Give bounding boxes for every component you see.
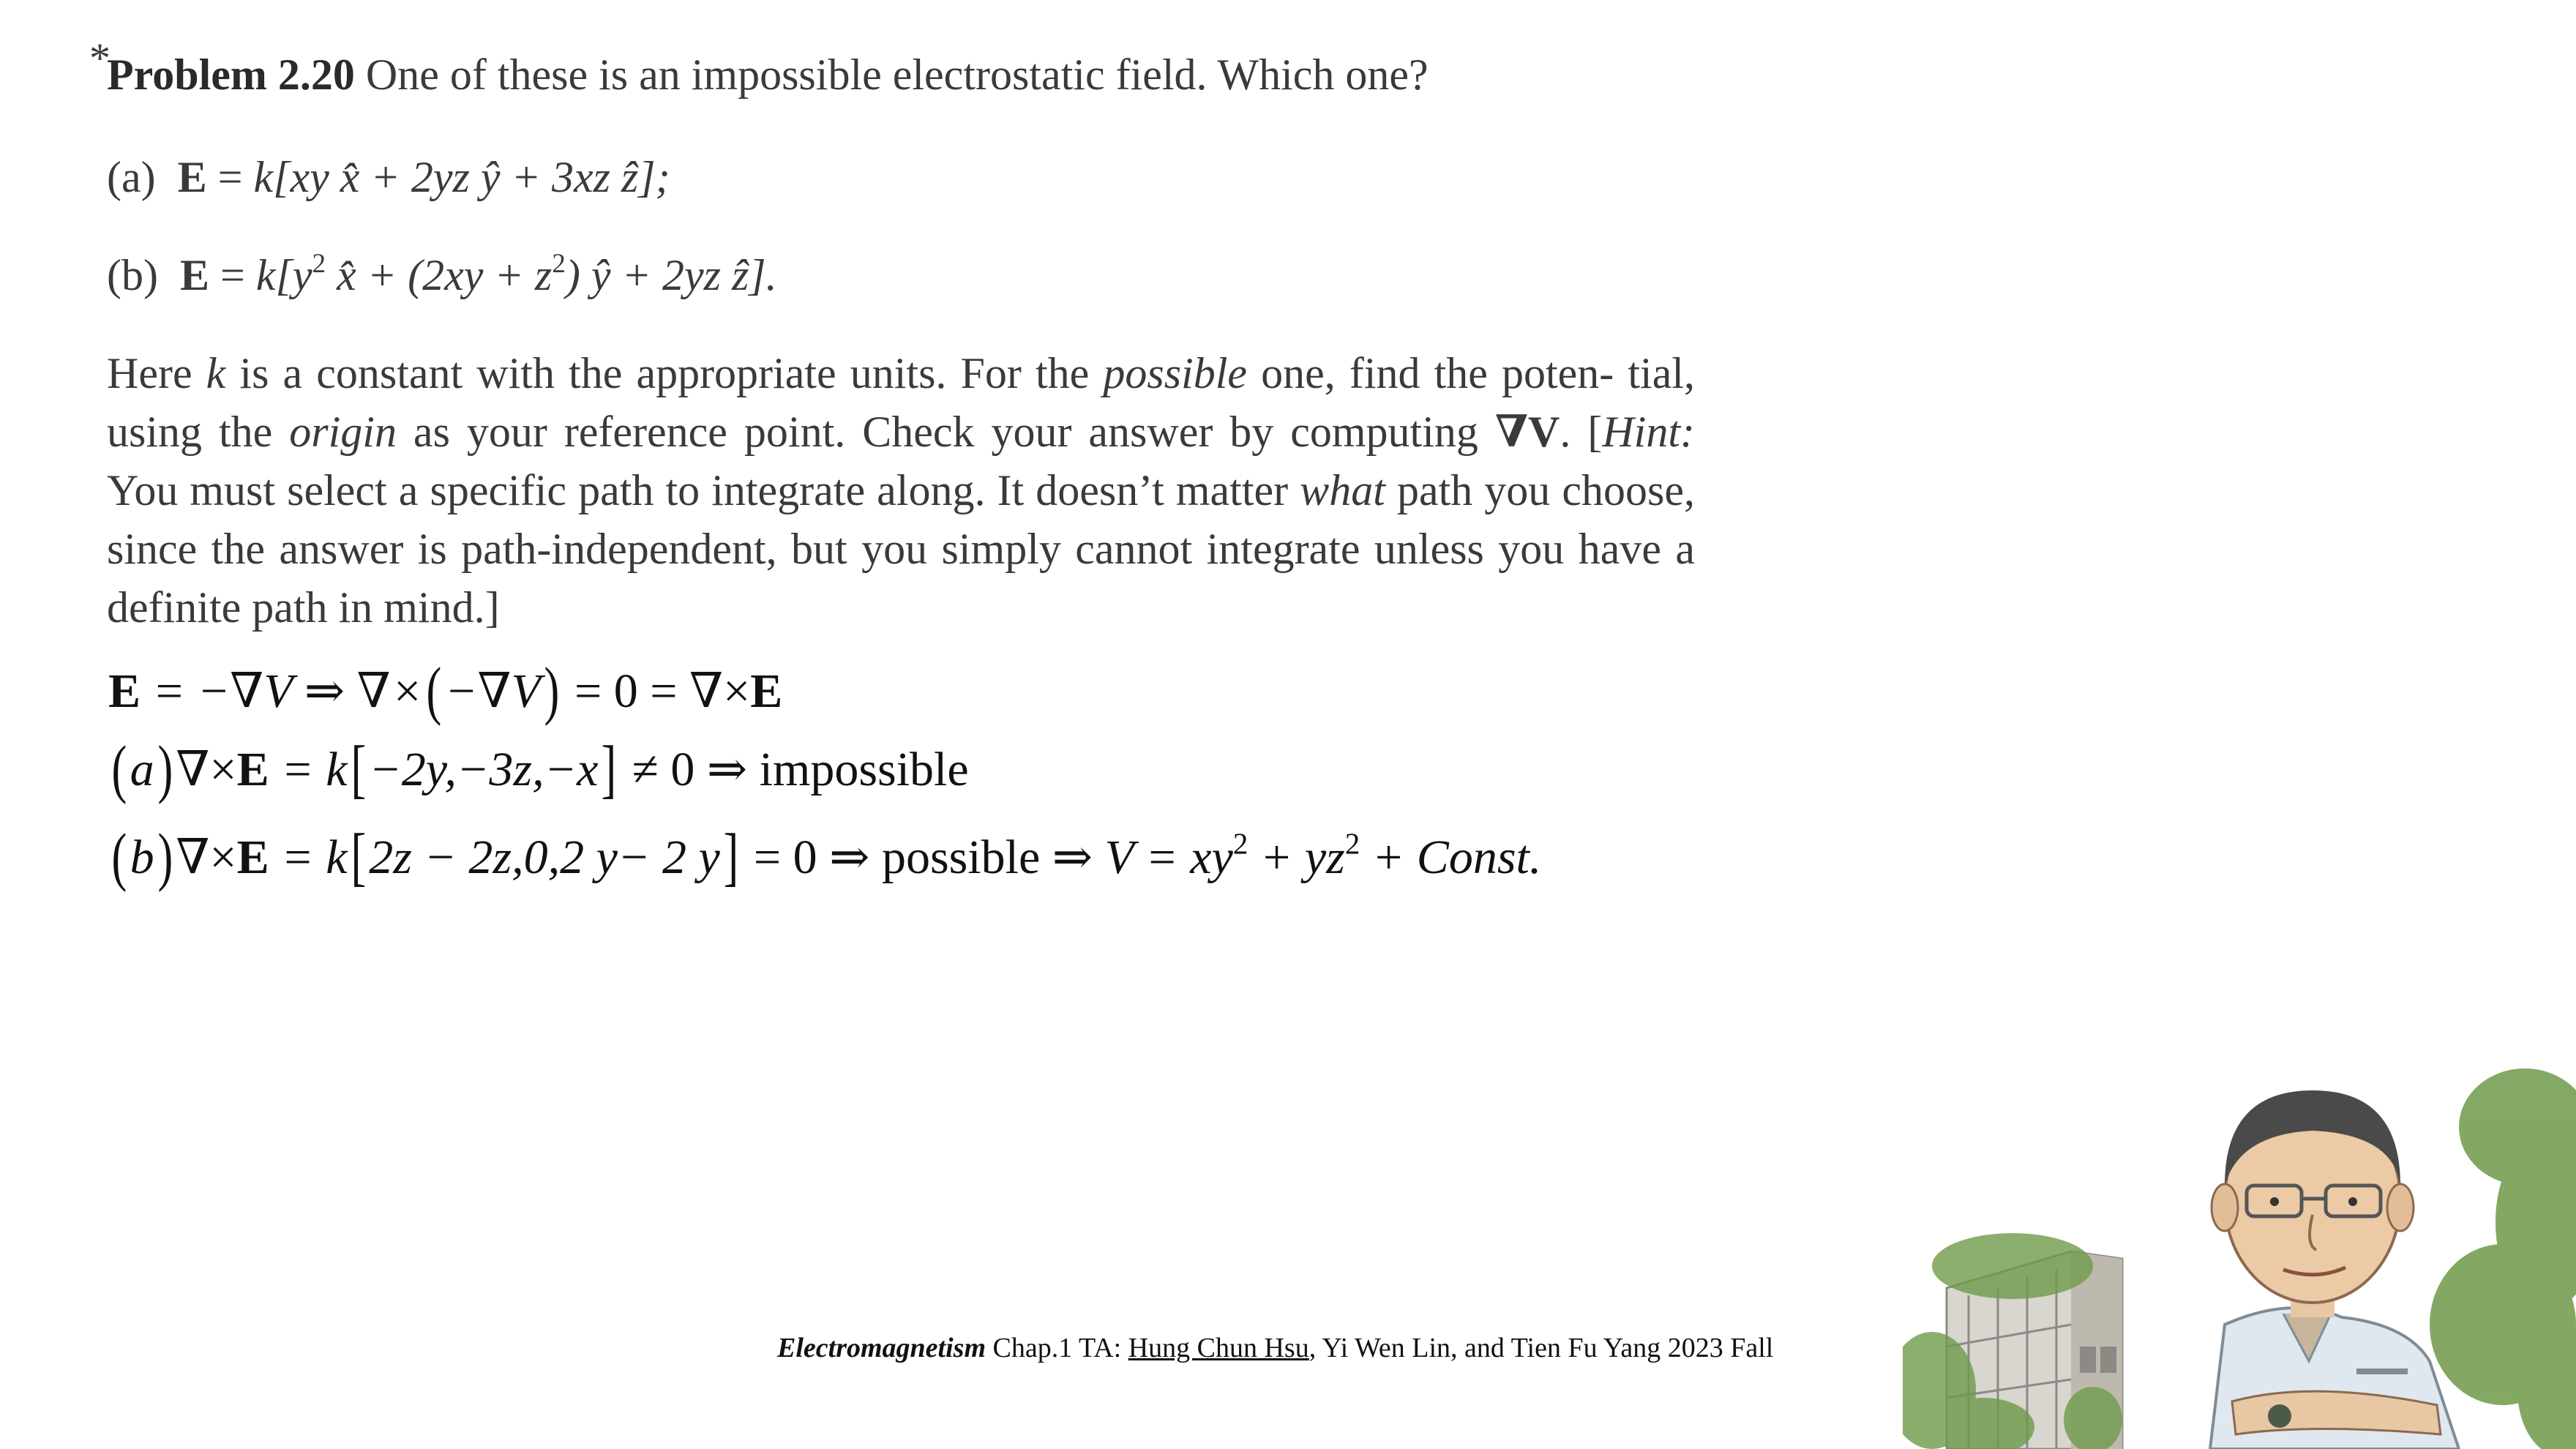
part-a-body: [xy x̂ + 2yz ŷ + 3xz ẑ];	[273, 153, 670, 201]
exponent: 2	[312, 248, 326, 279]
ta-names-rest: , Yi Wen Lin, and Tien Fu Yang 2023 Fall	[1308, 1333, 1774, 1363]
problem-paragraph: Here k is a constant with the appropriate units. For the possible one, find the poten- tial, using the origin as your reference point. Check your answer by computing ∇V. [Hint: You must select a specific path to integrate along. It doesn’t matter what path you choose, since the answer is path-independent, but you simply cannot integrate unless you have a definite path in mind.]	[107, 349, 1695, 632]
problem-heading	[89, 34, 1429, 100]
footer	[777, 1332, 1773, 1364]
field-symbol: E	[177, 153, 207, 201]
watch-icon	[2268, 1404, 2291, 1428]
chapter-label: Chap.1 TA:	[986, 1333, 1128, 1363]
gradient-symbol: ∇V	[1494, 408, 1560, 456]
ta-caricature-illustration	[1903, 981, 2576, 1449]
verdict-impossible: impossible	[759, 743, 969, 796]
answer-line-1: E = −∇V ⇒ ∇×(−∇V) = 0 = ∇×E	[108, 655, 783, 727]
hint-italic: Hint:	[1602, 408, 1695, 456]
exponent: 2	[552, 248, 566, 279]
k-italic: k	[206, 349, 226, 397]
foliage-right	[2430, 1068, 2576, 1449]
part-b-body-mid: x̂ + (2xy + z	[326, 251, 553, 299]
part-a	[107, 152, 670, 203]
equals: =	[217, 153, 243, 201]
person	[2210, 1090, 2459, 1449]
constant-k: k	[253, 153, 274, 201]
answer-line-3: (b)∇×E = k[2z − 2z,0,2 y− 2 y] = 0 ⇒ possible ⇒ $V = xy^2 + yz^2$ + Const.	[111, 821, 1542, 894]
part-b	[107, 250, 777, 301]
origin-italic: origin	[289, 408, 397, 456]
what-italic: what	[1300, 466, 1385, 514]
problem-number: Problem 2.20	[107, 50, 355, 99]
part-b-label: (b)	[107, 251, 158, 299]
course-name: Electromagnetism	[777, 1333, 986, 1363]
ta-name-underlined: Hung Chun Hsu	[1128, 1333, 1309, 1363]
part-b-body-start: [y	[275, 251, 312, 299]
verdict-possible: possible	[881, 831, 1041, 884]
field-symbol: E	[179, 251, 209, 299]
problem-question: One of these is an impossible electrostatic field. Which one?	[365, 50, 1429, 99]
part-a-label: (a)	[107, 153, 156, 201]
part-b-body-end: ) ŷ + 2yz ẑ].	[565, 251, 777, 299]
constant-k: k	[255, 251, 276, 299]
possible-italic: possible	[1103, 349, 1248, 397]
equals: =	[220, 251, 245, 299]
star-mark: *	[89, 34, 111, 82]
answer-line-2: (a)∇×E = k[−2y,−3z,−x] ≠ 0 ⇒ impossible	[111, 733, 969, 806]
